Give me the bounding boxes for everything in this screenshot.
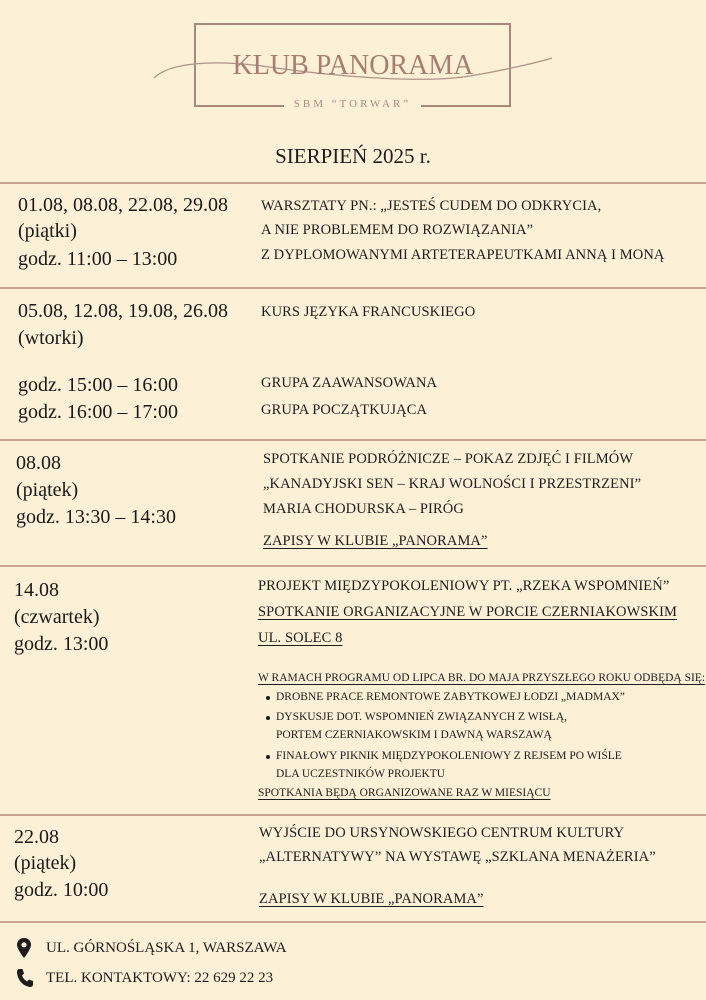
event-time: godz. 16:00 – 17:00 xyxy=(18,401,178,423)
location-pin-icon xyxy=(16,937,32,959)
event-line: SPOTKANIE PODRÓŻNICZE – POKAZ ZDJĘĆ I FILMÓW xyxy=(263,451,634,467)
divider xyxy=(0,921,706,923)
bullet-icon xyxy=(266,696,270,700)
divider xyxy=(0,287,706,289)
phone-icon xyxy=(16,968,34,988)
event-line: PROJEKT MIĘDZYPOKOLENIOWY PT. „RZEKA WSPOMNIEŃ” xyxy=(258,578,670,594)
page-title: SIERPIEŃ 2025 r. xyxy=(275,144,431,168)
event-dates: 22.08 xyxy=(14,826,59,848)
club-subtitle: SBM “TORWAR” xyxy=(194,98,511,110)
club-name: KLUB PANORAMA xyxy=(232,50,474,81)
event-day: (piątek) xyxy=(14,852,77,874)
event-line: „ALTERNATYWY” NA WYSTAWĘ „SZKLANA MENAŻERIA” xyxy=(259,849,656,865)
event-group: GRUPA ZAAWANSOWANA xyxy=(261,375,438,391)
bullet-icon xyxy=(266,755,270,759)
event-time: godz. 10:00 xyxy=(14,879,109,901)
list-item: DROBNE PRACE REMONTOWE ZABYTKOWEJ ŁODZI „MADMAX” xyxy=(276,691,625,703)
signup-note: ZAPISY W KLUBIE „PANORAMA” xyxy=(259,891,484,907)
event-day: (czwartek) xyxy=(14,606,100,628)
event-day: (piątek) xyxy=(16,479,79,501)
bullet-icon xyxy=(266,716,270,720)
event-dates: 05.08, 12.08, 19.08, 26.08 xyxy=(18,300,228,322)
event-title: KURS JĘZYKA FRANCUSKIEGO xyxy=(261,304,476,320)
program-intro: W RAMACH PROGRAMU OD LIPCA BR. DO MAJA PRZYSZŁEGO ROKU ODBĘDĄ SIĘ: xyxy=(258,672,706,684)
phone-text: TEL. KONTAKTOWY: 22 629 22 23 xyxy=(46,970,274,986)
list-item-continuation: PORTEM CZERNIAKOWSKIM I DAWNĄ WARSZAWĄ xyxy=(276,729,552,741)
meeting-note: SPOTKANIA BĘDĄ ORGANIZOWANE RAZ W MIESIĄCU xyxy=(258,787,551,799)
event-time: godz. 11:00 – 13:00 xyxy=(18,248,178,270)
event-day: (wtorki) xyxy=(18,327,84,349)
event-dates: 14.08 xyxy=(14,579,59,601)
divider xyxy=(0,565,706,567)
event-time: godz. 13:30 – 14:30 xyxy=(16,506,176,528)
event-group: GRUPA POCZĄTKUJĄCA xyxy=(261,402,428,418)
divider xyxy=(0,182,706,184)
divider xyxy=(0,439,706,441)
event-dates: 01.08, 08.08, 22.08, 29.08 xyxy=(18,194,228,216)
event-line: Z DYPLOMOWANYMI ARTETERAPEUTKAMI ANNĄ I MONĄ xyxy=(261,247,665,263)
event-line: WYJŚCIE DO URSYNOWSKIEGO CENTRUM KULTURY xyxy=(259,825,625,841)
divider xyxy=(0,814,706,816)
event-time: godz. 15:00 – 16:00 xyxy=(18,374,178,396)
event-line: UL. SOLEC 8 xyxy=(258,630,343,646)
event-dates: 08.08 xyxy=(16,452,61,474)
list-item-continuation: DLA UCZESTNIKÓW PROJEKTU xyxy=(276,768,446,780)
address-text: UL. GÓRNOŚLĄSKA 1, WARSZAWA xyxy=(46,940,287,956)
list-item: DYSKUSJE DOT. WSPOMNIEŃ ZWIĄZANYCH Z WISŁĄ, xyxy=(276,711,567,723)
event-day: (piątki) xyxy=(18,220,77,242)
event-line: SPOTKANIE ORGANIZACYJNE W PORCIE CZERNIAKOWSKIM xyxy=(258,604,678,620)
event-line: MARIA CHODURSKA – PIRÓG xyxy=(263,501,464,517)
signup-note: ZAPISY W KLUBIE „PANORAMA” xyxy=(263,533,488,549)
list-item: FINAŁOWY PIKNIK MIĘDZYPOKOLENIOWY Z REJSEM PO WIŚLE xyxy=(276,750,622,762)
event-line: WARSZTATY PN.: „JESTEŚ CUDEM DO ODKRYCIA, xyxy=(261,198,602,214)
event-time: godz. 13:00 xyxy=(14,633,109,655)
event-line: A NIE PROBLEMEM DO ROZWIĄZANIA” xyxy=(261,222,534,238)
event-line: „KANADYJSKI SEN – KRAJ WOLNOŚCI I PRZESTRZENI” xyxy=(263,476,642,492)
